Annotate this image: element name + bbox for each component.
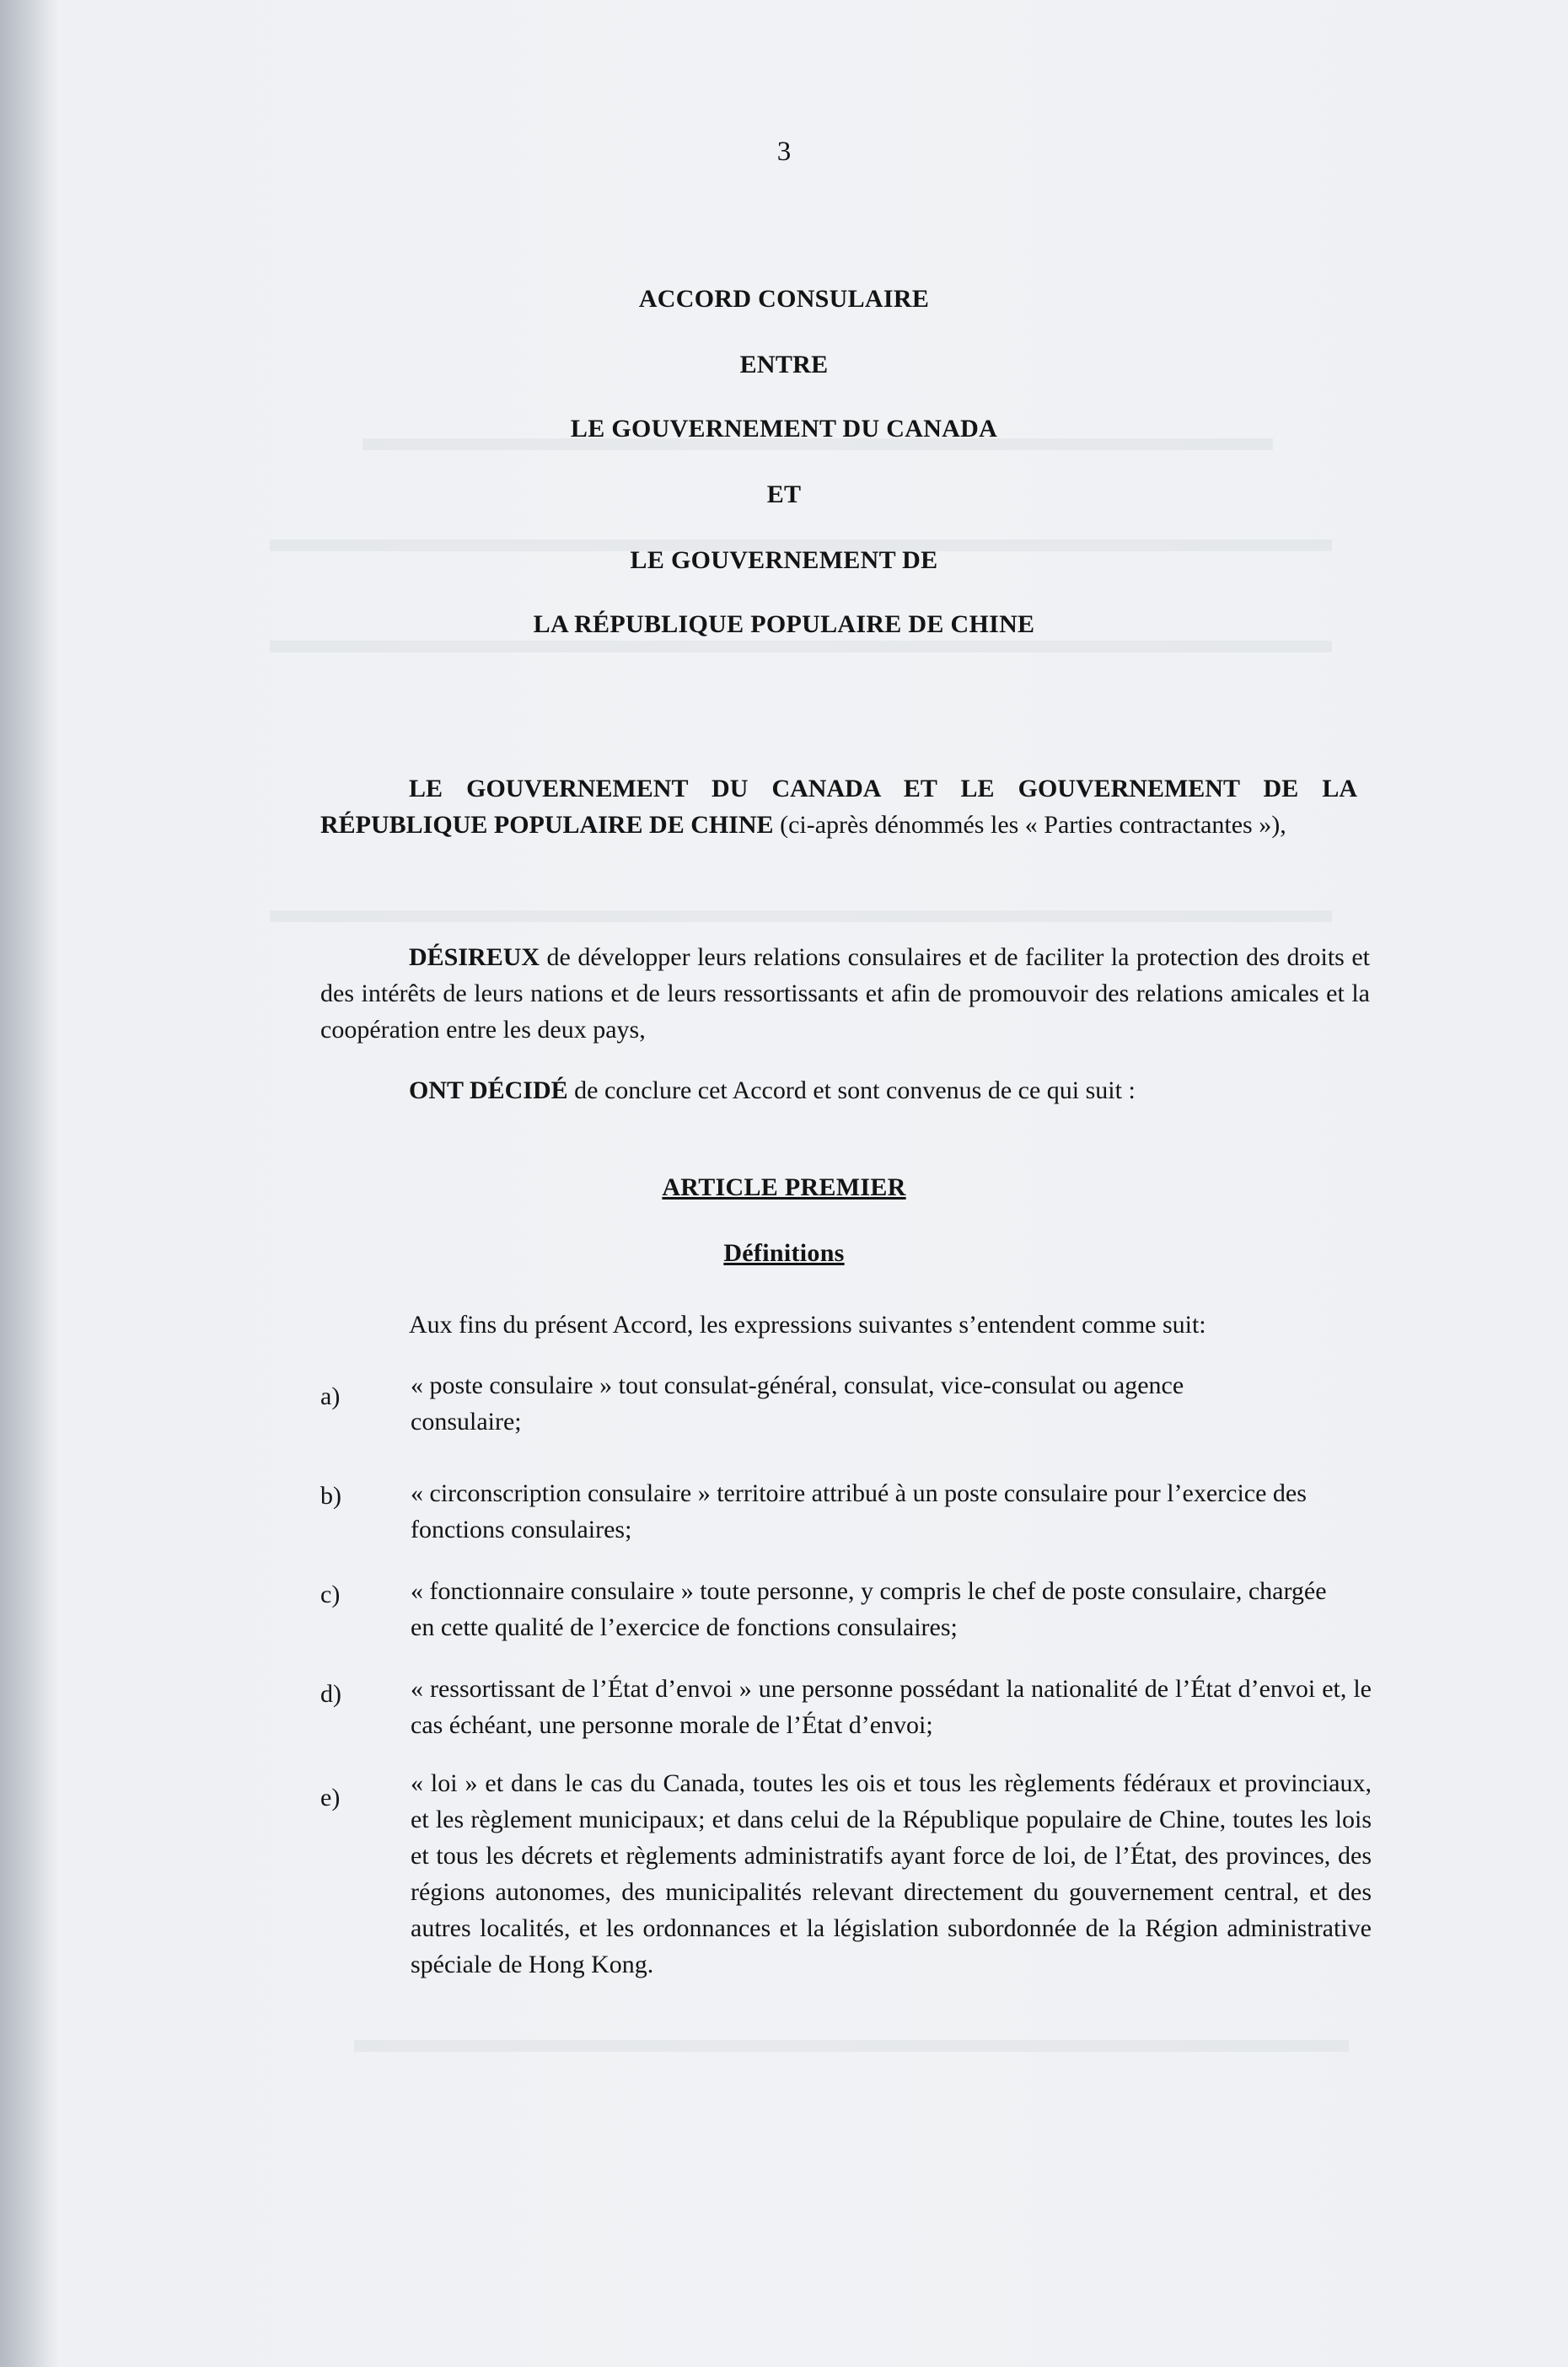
article-intro: Aux fins du présent Accord, les expressions suivantes s’entendent comme suit:	[409, 1311, 1206, 1339]
parties-rest: (ci-après dénommés les « Parties contractantes »),	[773, 811, 1286, 839]
item-text-d: « ressortissant de l’État d’envoi » une personne possédant la nationalité de l’État d’envoi et, le cas échéant, une personne morale de l’État d’envoi;	[411, 1675, 1372, 1739]
item-label-e: e)	[320, 1784, 341, 1811]
preamble-desireux	[320, 939, 1370, 1048]
item-label-a: a)	[320, 1382, 341, 1410]
item-label-d: d)	[320, 1680, 341, 1708]
decide-bold: ONT DÉCIDÉ	[409, 1076, 568, 1104]
show-through-mark	[354, 2040, 1349, 2052]
item-text-e: « loi » et dans le cas du Canada, toutes les ois et tous les règlements fédéraux et provinciaux, et les règlement municipaux; et dans celui de la République populaire de Chine, toutes les lois et tous les décrets et règlements administratifs ayant force de loi, de l’État, des provinces, des régions autonomes, des municipalités relevant directement du gouvernement central, et des autres localités, et les ordonnances et la législation subordonnée de la Région administrative spéciale de Hong Kong.	[411, 1769, 1372, 1978]
parties-bold: LE GOUVERNEMENT DU CANADA ET LE GOUVERNEMENT DE LA RÉPUBLIQUE POPULAIRE DE CHINE	[320, 775, 1357, 839]
item-label-b: b)	[320, 1482, 341, 1510]
article-subheading: Définitions	[723, 1239, 845, 1267]
show-through-mark	[270, 910, 1332, 922]
item-text-a: « poste consulaire » tout consulat-général, consulat, vice-consulat ou agence consulaire;	[411, 1371, 1184, 1436]
preamble-decide	[409, 1072, 1378, 1108]
item-text-c: « fonctionnaire consulaire » toute personne, y compris le chef de poste consulaire, chargée en cette qualité de l’exercice de fonctions consulaires;	[411, 1577, 1327, 1641]
desireux-bold: DÉSIREUX	[409, 943, 540, 971]
desireux-rest: de développer leurs relations consulaires et de faciliter la protection des droits et des intérêts de leurs nations et de leurs ressortissants et afin de promouvoir des relations amicales et la coopération entre les deux pays,	[320, 943, 1370, 1044]
title-line-6: LA RÉPUBLIQUE POPULAIRE DE CHINE	[533, 610, 1035, 638]
item-label-c: c)	[320, 1581, 341, 1608]
title-line-5: LE GOUVERNEMENT DE	[630, 546, 938, 574]
decide-rest: de conclure cet Accord et sont convenus de ce qui suit :	[567, 1076, 1136, 1104]
title-line-4: ET	[766, 480, 802, 508]
page-number: 3	[776, 137, 792, 167]
title-line-2: ENTRE	[739, 351, 829, 378]
title-line-3: LE GOUVERNEMENT DU CANADA	[570, 415, 998, 443]
item-text-b: « circonscription consulaire » territoire attribué à un poste consulaire pour l’exercice des fonctions consulaires;	[411, 1479, 1307, 1543]
title-line-1: ACCORD CONSULAIRE	[638, 285, 930, 313]
article-heading: ARTICLE PREMIER	[662, 1173, 906, 1201]
preamble-parties	[320, 770, 1357, 843]
show-through-mark	[270, 641, 1332, 652]
